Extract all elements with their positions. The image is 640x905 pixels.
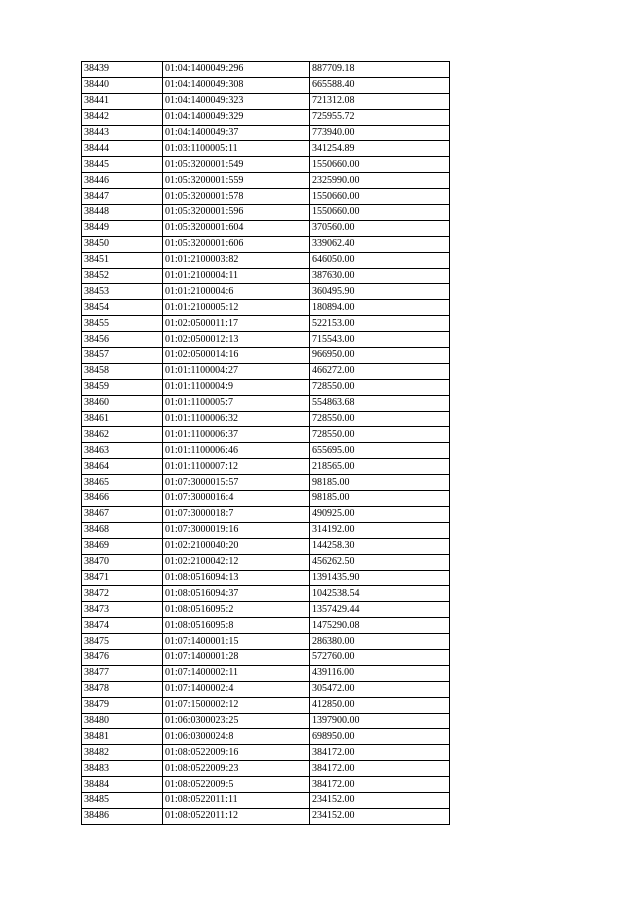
row-number-cell: 38485 — [82, 792, 163, 808]
value-cell: 728550.00 — [310, 379, 450, 395]
table-row — [82, 157, 450, 173]
row-number-cell: 38443 — [82, 125, 163, 141]
value-cell: 490925.00 — [310, 506, 450, 522]
cadastral-number-cell: 01:01:2100005:12 — [163, 300, 310, 316]
cadastral-number-cell: 01:05:3200001:578 — [163, 189, 310, 205]
table-row — [82, 808, 450, 824]
value-cell: 98185.00 — [310, 475, 450, 491]
value-cell: 305472.00 — [310, 681, 450, 697]
value-cell: 554863.68 — [310, 395, 450, 411]
table-row — [82, 792, 450, 808]
cadastral-number-cell: 01:07:3000019:16 — [163, 522, 310, 538]
cadastral-number-cell: 01:02:2100040:20 — [163, 538, 310, 554]
row-number-cell: 38477 — [82, 665, 163, 681]
value-cell: 887709.18 — [310, 62, 450, 78]
cadastral-number-cell: 01:02:0500012:13 — [163, 332, 310, 348]
table-row — [82, 252, 450, 268]
table-row — [82, 316, 450, 332]
cadastral-number-cell: 01:01:1100006:46 — [163, 443, 310, 459]
table-row — [82, 332, 450, 348]
table-row — [82, 93, 450, 109]
table-row — [82, 586, 450, 602]
value-cell: 1357429.44 — [310, 602, 450, 618]
table-row — [82, 459, 450, 475]
table-row — [82, 602, 450, 618]
row-number-cell: 38463 — [82, 443, 163, 459]
table-row — [82, 77, 450, 93]
cadastral-number-cell: 01:02:2100042:12 — [163, 554, 310, 570]
table-row — [82, 236, 450, 252]
row-number-cell: 38471 — [82, 570, 163, 586]
cadastral-number-cell: 01:02:0500011:17 — [163, 316, 310, 332]
row-number-cell: 38465 — [82, 475, 163, 491]
cadastral-number-cell: 01:07:3000018:7 — [163, 506, 310, 522]
table-row — [82, 205, 450, 221]
data-table — [81, 61, 450, 825]
cadastral-number-cell: 01:07:1400001:15 — [163, 634, 310, 650]
value-cell: 728550.00 — [310, 427, 450, 443]
cadastral-number-cell: 01:04:1400049:296 — [163, 62, 310, 78]
value-cell: 715543.00 — [310, 332, 450, 348]
value-cell: 1397900.00 — [310, 713, 450, 729]
table-row — [82, 348, 450, 364]
value-cell: 1550660.00 — [310, 157, 450, 173]
cadastral-number-cell: 01:08:0516094:13 — [163, 570, 310, 586]
row-number-cell: 38449 — [82, 220, 163, 236]
table-row — [82, 109, 450, 125]
cadastral-number-cell: 01:07:1500002:12 — [163, 697, 310, 713]
table-row — [82, 506, 450, 522]
cadastral-number-cell: 01:03:1100005:11 — [163, 141, 310, 157]
row-number-cell: 38459 — [82, 379, 163, 395]
value-cell: 522153.00 — [310, 316, 450, 332]
cadastral-number-cell: 01:04:1400049:308 — [163, 77, 310, 93]
cadastral-number-cell: 01:01:1100007:12 — [163, 459, 310, 475]
row-number-cell: 38484 — [82, 777, 163, 793]
cadastral-number-cell: 01:08:0522009:5 — [163, 777, 310, 793]
value-cell: 370560.00 — [310, 220, 450, 236]
table-row — [82, 491, 450, 507]
row-number-cell: 38466 — [82, 491, 163, 507]
row-number-cell: 38472 — [82, 586, 163, 602]
value-cell: 412850.00 — [310, 697, 450, 713]
row-number-cell: 38482 — [82, 745, 163, 761]
table-row — [82, 522, 450, 538]
value-cell: 314192.00 — [310, 522, 450, 538]
cadastral-number-cell: 01:01:1100005:7 — [163, 395, 310, 411]
value-cell: 439116.00 — [310, 665, 450, 681]
table-row — [82, 729, 450, 745]
row-number-cell: 38454 — [82, 300, 163, 316]
row-number-cell: 38450 — [82, 236, 163, 252]
cadastral-number-cell: 01:07:1400002:4 — [163, 681, 310, 697]
table-row — [82, 220, 450, 236]
table-row — [82, 681, 450, 697]
row-number-cell: 38458 — [82, 363, 163, 379]
value-cell: 698950.00 — [310, 729, 450, 745]
table-row — [82, 618, 450, 634]
row-number-cell: 38479 — [82, 697, 163, 713]
cadastral-number-cell: 01:05:3200001:606 — [163, 236, 310, 252]
cadastral-number-cell: 01:05:3200001:596 — [163, 205, 310, 221]
cadastral-number-cell: 01:08:0516095:8 — [163, 618, 310, 634]
cadastral-number-cell: 01:08:0522011:12 — [163, 808, 310, 824]
table-row — [82, 141, 450, 157]
cadastral-number-cell: 01:01:2100004:6 — [163, 284, 310, 300]
row-number-cell: 38486 — [82, 808, 163, 824]
row-number-cell: 38468 — [82, 522, 163, 538]
cadastral-number-cell: 01:07:3000015:57 — [163, 475, 310, 491]
cadastral-number-cell: 01:08:0516095:2 — [163, 602, 310, 618]
cadastral-number-cell: 01:08:0522009:23 — [163, 761, 310, 777]
value-cell: 384172.00 — [310, 745, 450, 761]
cadastral-number-cell: 01:07:1400001:28 — [163, 649, 310, 665]
cadastral-number-cell: 01:08:0522011:11 — [163, 792, 310, 808]
cadastral-number-cell: 01:07:3000016:4 — [163, 491, 310, 507]
value-cell: 466272.00 — [310, 363, 450, 379]
value-cell: 234152.00 — [310, 792, 450, 808]
value-cell: 218565.00 — [310, 459, 450, 475]
value-cell: 144258.30 — [310, 538, 450, 554]
value-cell: 773940.00 — [310, 125, 450, 141]
table-row — [82, 554, 450, 570]
row-number-cell: 38445 — [82, 157, 163, 173]
table-row — [82, 634, 450, 650]
table-row — [82, 649, 450, 665]
table-row — [82, 173, 450, 189]
cadastral-number-cell: 01:01:1100006:37 — [163, 427, 310, 443]
row-number-cell: 38478 — [82, 681, 163, 697]
row-number-cell: 38455 — [82, 316, 163, 332]
row-number-cell: 38464 — [82, 459, 163, 475]
value-cell: 1391435.90 — [310, 570, 450, 586]
cadastral-number-cell: 01:08:0516094:37 — [163, 586, 310, 602]
row-number-cell: 38457 — [82, 348, 163, 364]
cadastral-number-cell: 01:04:1400049:37 — [163, 125, 310, 141]
table-row — [82, 268, 450, 284]
cadastral-number-cell: 01:01:1100004:9 — [163, 379, 310, 395]
table-row — [82, 363, 450, 379]
value-cell: 360495.90 — [310, 284, 450, 300]
row-number-cell: 38475 — [82, 634, 163, 650]
row-number-cell: 38448 — [82, 205, 163, 221]
row-number-cell: 38469 — [82, 538, 163, 554]
table-row — [82, 745, 450, 761]
cadastral-number-cell: 01:04:1400049:323 — [163, 93, 310, 109]
cadastral-number-cell: 01:01:2100004:11 — [163, 268, 310, 284]
value-cell: 98185.00 — [310, 491, 450, 507]
row-number-cell: 38453 — [82, 284, 163, 300]
table-row — [82, 300, 450, 316]
value-cell: 655695.00 — [310, 443, 450, 459]
cadastral-number-cell: 01:08:0522009:16 — [163, 745, 310, 761]
value-cell: 384172.00 — [310, 761, 450, 777]
value-cell: 1042538.54 — [310, 586, 450, 602]
table-row — [82, 125, 450, 141]
row-number-cell: 38442 — [82, 109, 163, 125]
row-number-cell: 38470 — [82, 554, 163, 570]
table-row — [82, 665, 450, 681]
value-cell: 728550.00 — [310, 411, 450, 427]
table-row — [82, 697, 450, 713]
row-number-cell: 38456 — [82, 332, 163, 348]
value-cell: 180894.00 — [310, 300, 450, 316]
row-number-cell: 38474 — [82, 618, 163, 634]
value-cell: 341254.89 — [310, 141, 450, 157]
row-number-cell: 38476 — [82, 649, 163, 665]
cadastral-number-cell: 01:06:0300024:8 — [163, 729, 310, 745]
table-row — [82, 411, 450, 427]
table-row — [82, 713, 450, 729]
cadastral-number-cell: 01:05:3200001:549 — [163, 157, 310, 173]
value-cell: 966950.00 — [310, 348, 450, 364]
row-number-cell: 38444 — [82, 141, 163, 157]
value-cell: 665588.40 — [310, 77, 450, 93]
table-row — [82, 538, 450, 554]
value-cell: 1550660.00 — [310, 205, 450, 221]
row-number-cell: 38440 — [82, 77, 163, 93]
table-row — [82, 62, 450, 78]
row-number-cell: 38460 — [82, 395, 163, 411]
row-number-cell: 38473 — [82, 602, 163, 618]
row-number-cell: 38480 — [82, 713, 163, 729]
row-number-cell: 38483 — [82, 761, 163, 777]
cadastral-number-cell: 01:01:2100003:82 — [163, 252, 310, 268]
table-row — [82, 395, 450, 411]
cadastral-number-cell: 01:02:0500014:16 — [163, 348, 310, 364]
row-number-cell: 38441 — [82, 93, 163, 109]
table-row — [82, 189, 450, 205]
value-cell: 286380.00 — [310, 634, 450, 650]
row-number-cell: 38467 — [82, 506, 163, 522]
value-cell: 646050.00 — [310, 252, 450, 268]
row-number-cell: 38439 — [82, 62, 163, 78]
table-row — [82, 777, 450, 793]
row-number-cell: 38451 — [82, 252, 163, 268]
value-cell: 2325990.00 — [310, 173, 450, 189]
row-number-cell: 38481 — [82, 729, 163, 745]
cadastral-number-cell: 01:06:0300023:25 — [163, 713, 310, 729]
row-number-cell: 38446 — [82, 173, 163, 189]
row-number-cell: 38447 — [82, 189, 163, 205]
table-row — [82, 570, 450, 586]
table-row — [82, 761, 450, 777]
cadastral-number-cell: 01:05:3200001:559 — [163, 173, 310, 189]
cadastral-number-cell: 01:01:1100004:27 — [163, 363, 310, 379]
cadastral-number-cell: 01:04:1400049:329 — [163, 109, 310, 125]
cadastral-number-cell: 01:01:1100006:32 — [163, 411, 310, 427]
value-cell: 456262.50 — [310, 554, 450, 570]
table-row — [82, 379, 450, 395]
table-body — [82, 62, 450, 825]
row-number-cell: 38461 — [82, 411, 163, 427]
value-cell: 384172.00 — [310, 777, 450, 793]
table-row — [82, 284, 450, 300]
value-cell: 387630.00 — [310, 268, 450, 284]
value-cell: 725955.72 — [310, 109, 450, 125]
row-number-cell: 38452 — [82, 268, 163, 284]
row-number-cell: 38462 — [82, 427, 163, 443]
value-cell: 339062.40 — [310, 236, 450, 252]
table-row — [82, 475, 450, 491]
value-cell: 234152.00 — [310, 808, 450, 824]
cadastral-number-cell: 01:07:1400002:11 — [163, 665, 310, 681]
value-cell: 1475290.08 — [310, 618, 450, 634]
value-cell: 721312.08 — [310, 93, 450, 109]
table-row — [82, 443, 450, 459]
table-row — [82, 427, 450, 443]
cadastral-number-cell: 01:05:3200001:604 — [163, 220, 310, 236]
value-cell: 1550660.00 — [310, 189, 450, 205]
value-cell: 572760.00 — [310, 649, 450, 665]
